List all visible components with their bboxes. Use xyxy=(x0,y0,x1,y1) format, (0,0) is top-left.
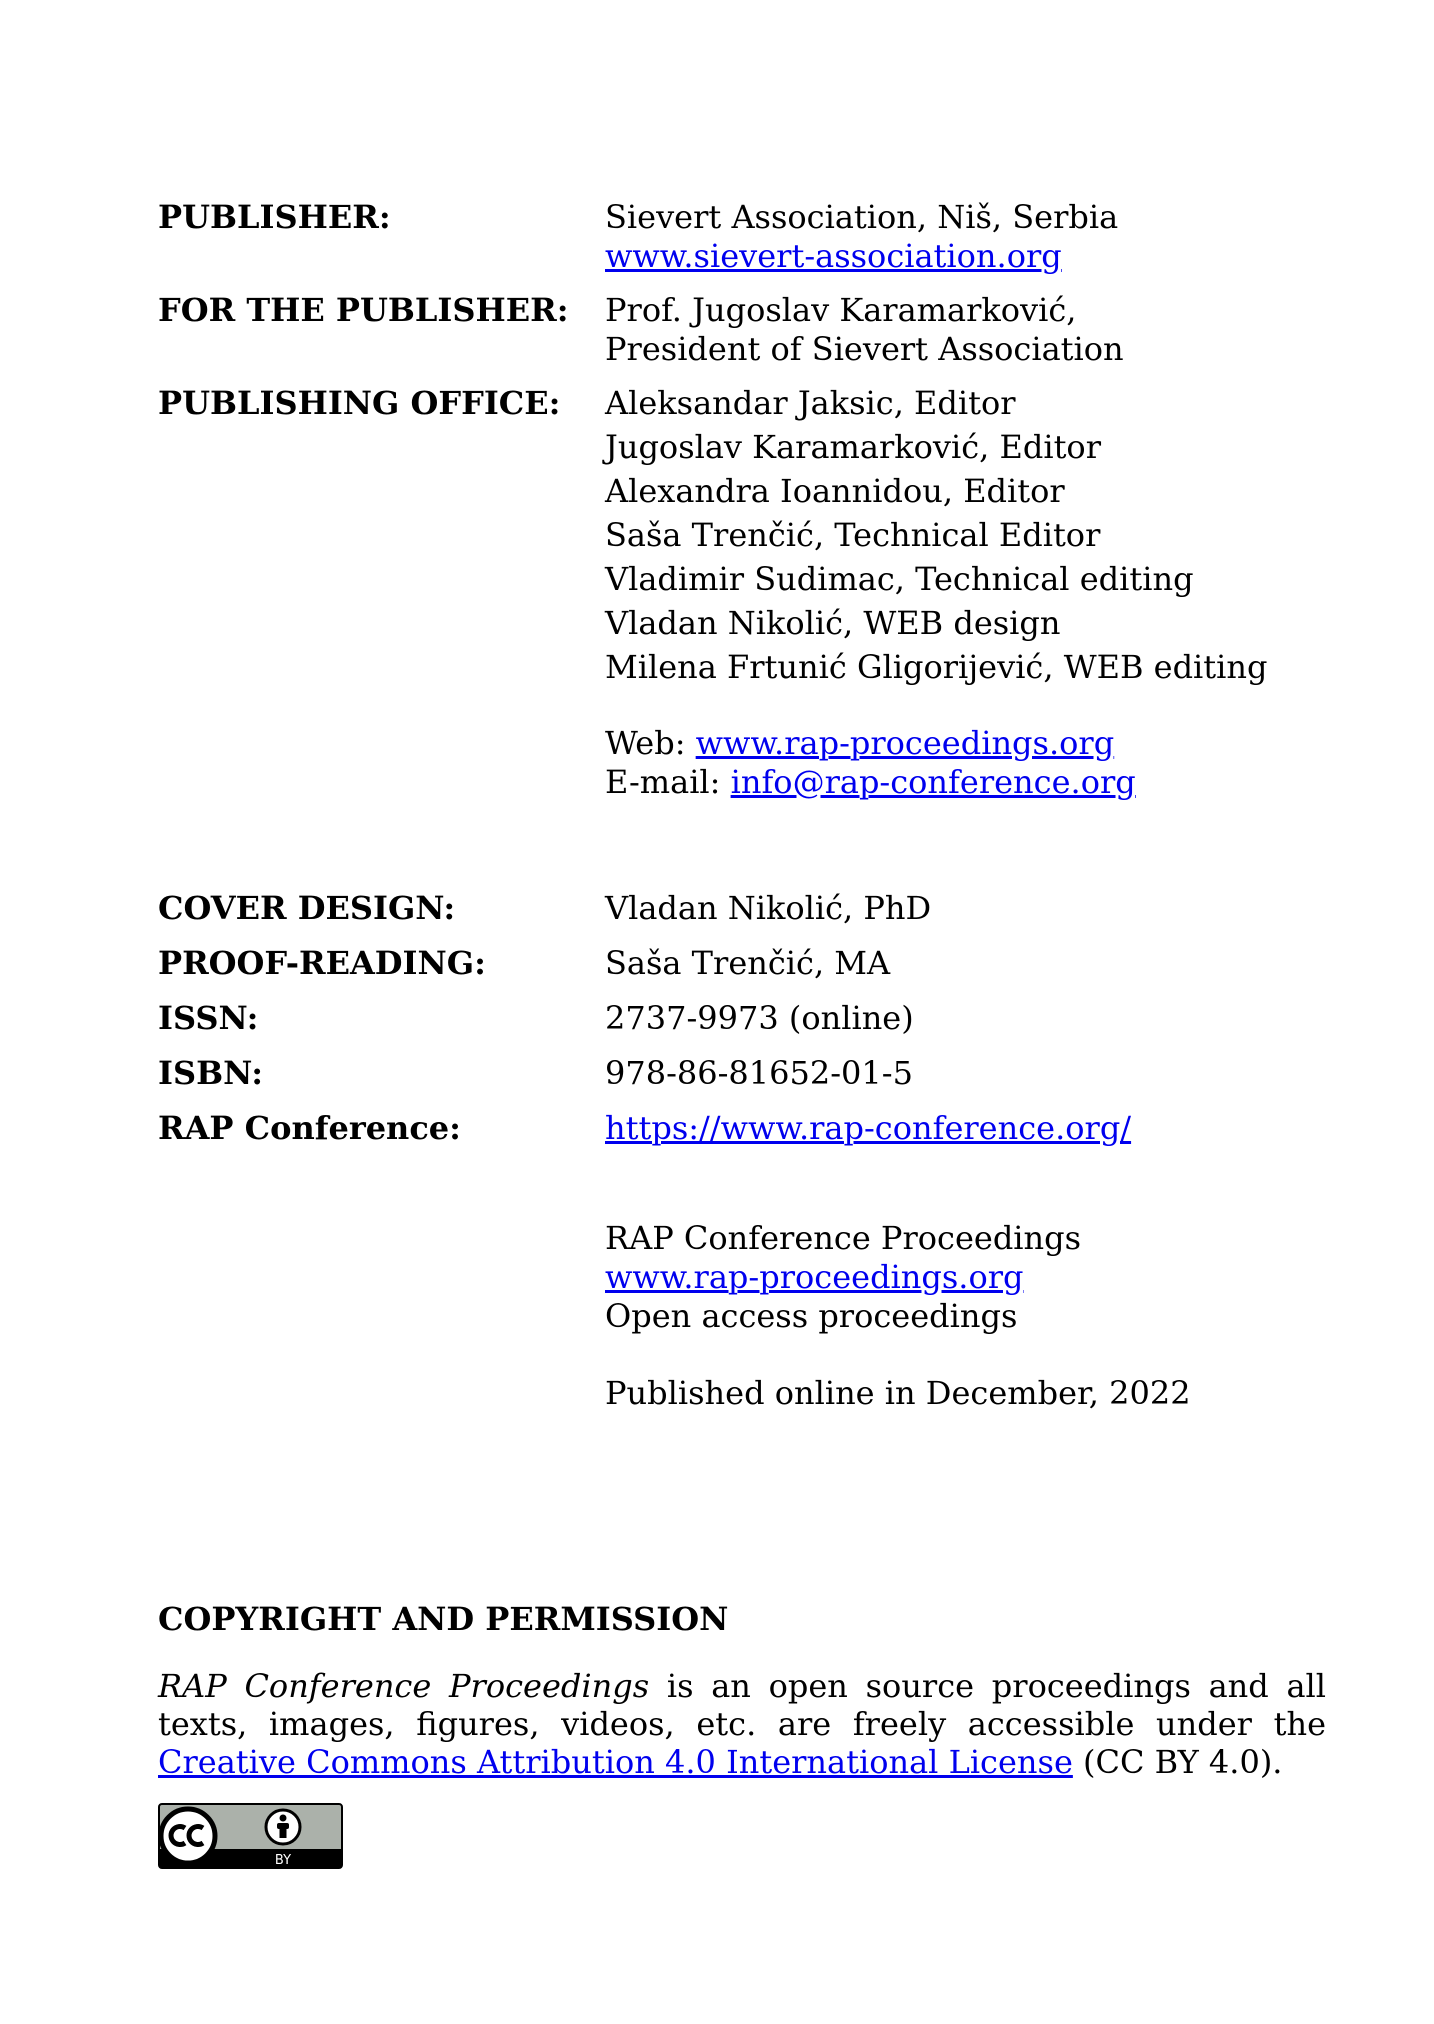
license-link[interactable]: Creative Commons Attribution 4.0 International License xyxy=(158,1743,1073,1781)
copyright-heading: COPYRIGHT AND PERMISSION xyxy=(158,1600,729,1638)
web-label: Web: xyxy=(605,724,696,762)
isbn-label: ISBN: xyxy=(158,1054,264,1092)
for-publisher-value xyxy=(605,291,1124,369)
isbn-value: 978-86-81652-01-5 xyxy=(605,1054,913,1092)
staff-member: Alexandra Ioannidou, Editor xyxy=(605,472,1065,510)
publishing-office-label: PUBLISHING OFFICE: xyxy=(158,384,561,422)
for-publisher-line: Prof. Jugoslav Karamarković, xyxy=(605,291,1077,329)
proceedings-name: RAP Conference Proceedings xyxy=(158,1667,650,1705)
for-publisher-label: FOR THE PUBLISHER: xyxy=(158,291,569,329)
for-publisher-line: President of Sievert Association xyxy=(605,330,1124,368)
publishing-office-staff xyxy=(605,381,1267,689)
email-link[interactable]: info@rap-conference.org xyxy=(730,763,1136,801)
cover-design-value: Vladan Nikolić, PhD xyxy=(605,889,932,927)
staff-member: Saša Trenčić, Technical Editor xyxy=(605,516,1101,554)
email-label: E-mail: xyxy=(605,763,731,801)
web-url-link[interactable]: www.rap-proceedings.org xyxy=(695,724,1115,762)
staff-member: Vladimir Sudimac, Technical editing xyxy=(605,560,1194,598)
copyright-paragraph xyxy=(158,1667,1326,1781)
badge-by-text: BY xyxy=(274,1853,292,1868)
cover-design-label: COVER DESIGN: xyxy=(158,889,456,927)
publisher-url-link[interactable]: www.sievert-association.org xyxy=(605,237,1062,275)
published-date: Published online in December, 2022 xyxy=(605,1374,1191,1412)
cc-by-badge-graphic xyxy=(158,1803,343,1869)
proceedings-lines xyxy=(605,1219,1081,1336)
publisher-name: Sievert Association, Niš, Serbia xyxy=(605,198,1119,236)
staff-member: Vladan Nikolić, WEB design xyxy=(605,604,1061,642)
proof-reading-label: PROOF-READING: xyxy=(158,944,486,982)
staff-member: Jugoslav Karamarković, Editor xyxy=(605,428,1101,466)
web-line xyxy=(605,724,1136,763)
publisher-value xyxy=(605,198,1118,276)
proceedings-access: Open access proceedings xyxy=(605,1297,1018,1335)
attribution-icon xyxy=(266,1810,300,1844)
proceedings-title: RAP Conference Proceedings xyxy=(605,1219,1082,1257)
rap-conference-value xyxy=(605,1109,1131,1148)
creative-commons-icon xyxy=(161,1809,215,1863)
proceedings-url-link[interactable]: www.rap-proceedings.org xyxy=(605,1258,1024,1296)
rap-conference-label: RAP Conference: xyxy=(158,1109,461,1147)
staff-member: Milena Frtunić Gligorijević, WEB editing xyxy=(605,648,1268,686)
staff-member: Aleksandar Jaksic, Editor xyxy=(605,384,1016,422)
proof-reading-value: Saša Trenčić, MA xyxy=(605,944,891,982)
publisher-label: PUBLISHER: xyxy=(158,198,391,236)
issn-value: 2737-9973 (online) xyxy=(605,999,914,1037)
rap-conference-link[interactable]: https://www.rap-conference.org/ xyxy=(605,1109,1132,1147)
copyright-text-end: (CC BY 4.0). xyxy=(1072,1743,1283,1781)
copyright-text: is an open source proceedings and all texts, images, figures, videos, etc. are freely accessible under the xyxy=(158,1667,1327,1743)
cc-by-license-badge[interactable] xyxy=(158,1803,343,1869)
contact-lines xyxy=(605,724,1136,802)
issn-label: ISSN: xyxy=(158,999,259,1037)
email-line xyxy=(605,763,1136,802)
